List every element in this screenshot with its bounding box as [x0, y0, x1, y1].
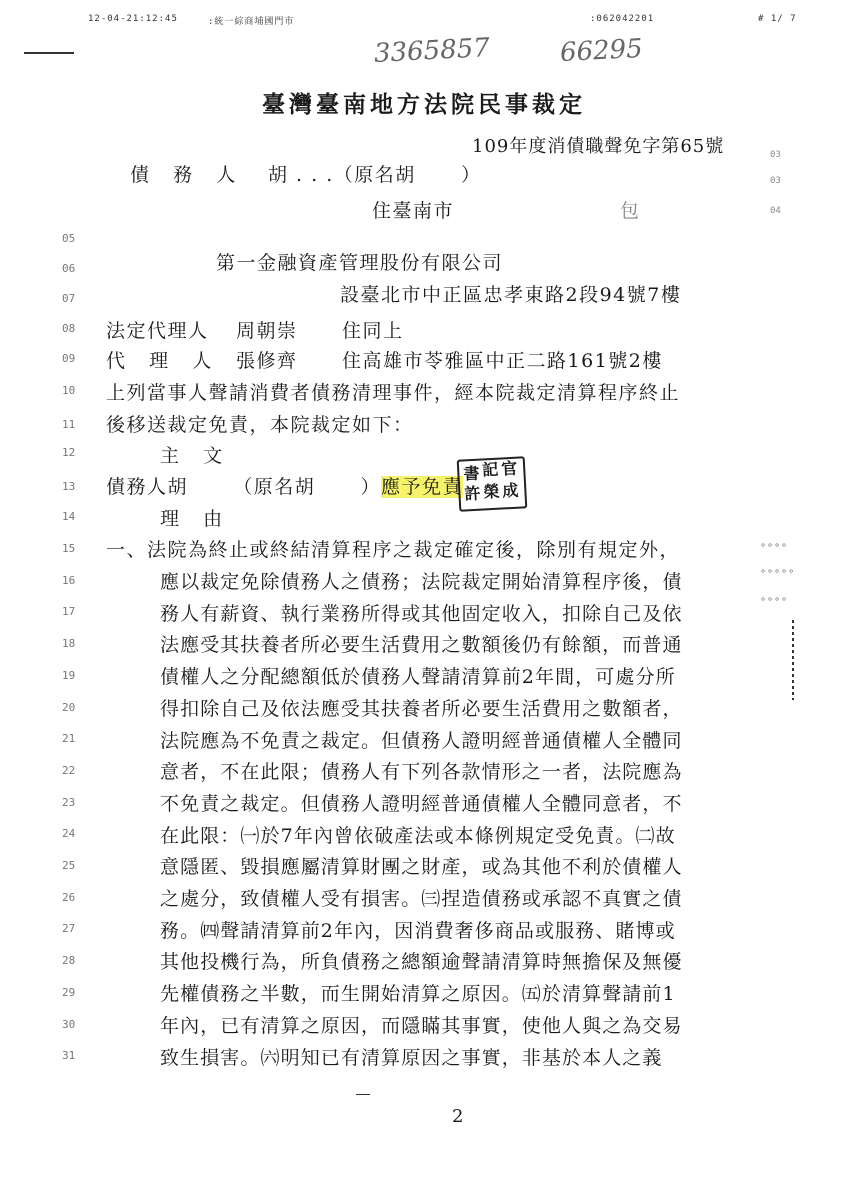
debtor-address-tail: 包	[620, 200, 641, 222]
creditor-address: 設臺北市中正區忠孝東路2段94號7樓	[340, 284, 682, 306]
reason-line: 在此限：㈠於7年內曾依破產法或本條例規定受免責。㈡故	[160, 824, 676, 847]
seal-char: 官	[500, 458, 518, 479]
footer-mark	[356, 1094, 370, 1095]
reason-line: 其他投機行為，所負債務之總額逾聲請清算時無擔保及無優	[160, 951, 683, 974]
main-text-ruling: 應予免責	[380, 476, 463, 498]
line-number: 13	[62, 480, 76, 493]
scan-artifact: ᵒᵒᵒᵒ	[760, 542, 789, 553]
handwritten-number-2: 66295	[559, 33, 644, 69]
line-number: 15	[62, 542, 76, 555]
line-number: 16	[62, 573, 76, 587]
reason-line: 之處分，致債權人受有損害。㈢捏造債務或承認不真實之債	[160, 888, 683, 910]
line-number: 27	[62, 922, 76, 936]
intro-line-1: 上列當事人聲請消費者債務清理事件，經本院裁定清算程序終止	[106, 382, 681, 404]
line-number: 26	[62, 890, 76, 904]
line-number: 19	[62, 668, 76, 682]
reason-line: 意隱匿、毀損應屬清算財團之財產，或為其他不利於債權人	[160, 856, 683, 879]
reason-line: 務人有薪資、執行業務所得或其他固定收入，扣除自己及依	[160, 602, 683, 625]
line-number: 22	[62, 763, 76, 777]
line-number: 29	[62, 985, 76, 999]
seal-char: 成	[501, 480, 519, 501]
reason-line: 債權人之分配總額低於債務人聲請清算前2年間，可處分所	[160, 666, 676, 689]
line-number: 21	[62, 732, 76, 746]
reason-first-line: 一、法院為終止或終結清算程序之裁定確定後，除別有規定外，	[106, 539, 681, 561]
line-number: 12	[62, 446, 76, 459]
seal-char: 記	[481, 459, 499, 480]
line-number: 07	[62, 292, 76, 305]
fax-sender: :統一綜商埔國門市	[208, 17, 295, 27]
reason-line: 法應受其扶養者所必要生活費用之數額後仍有餘額，而普通	[160, 634, 683, 657]
main-text-prefix: 債務人胡 （原名胡 ）	[106, 476, 381, 498]
line-number: 08	[62, 322, 76, 335]
line-number: 25	[62, 859, 76, 872]
reason-line: 不免責之裁定。但債務人證明經普通債權人全體同意者，不	[160, 792, 683, 815]
fax-number: :062042201	[590, 14, 655, 24]
creditor-name: 第一金融資產管理股份有限公司	[216, 252, 504, 274]
margin-mark	[24, 52, 74, 54]
case-number: 109年度消債職聲免字第65號	[472, 136, 725, 157]
line-number: 20	[62, 700, 76, 714]
legal-rep-label: 法定代理人	[106, 320, 209, 342]
reason-line: 應以裁定免除債務人之債務；法院裁定開始清算程序後，債	[160, 571, 683, 593]
main-text	[106, 472, 463, 499]
line-number: 24	[62, 827, 76, 841]
page-number: 2	[452, 1106, 464, 1127]
legal-rep-address: 住同上	[342, 320, 404, 342]
agent-name: 張修齊	[236, 350, 298, 372]
reason-heading: 理 由	[160, 508, 224, 530]
seal-char: 榮	[482, 481, 500, 502]
main-heading: 主 文	[160, 445, 224, 467]
fax-page: # 1/ 7	[758, 14, 797, 24]
reason-line: 務。㈣聲請清算前2年內，因消費奢侈商品或服務、賭博或	[160, 919, 676, 942]
line-number: 17	[62, 605, 76, 619]
handwritten-number-1: 3365857	[373, 32, 491, 70]
line-number: 31	[62, 1049, 76, 1063]
edge-mark: 03	[770, 176, 781, 186]
edge-mark: 03	[770, 150, 781, 160]
line-number: 05	[62, 232, 76, 245]
line-number: 23	[62, 795, 76, 809]
reason-line: 先權債務之半數，而生開始清算之原因。㈤於清算聲請前1	[160, 983, 676, 1006]
debtor-address: 住臺南市	[372, 200, 455, 222]
edge-mark: 04	[770, 206, 781, 216]
intro-line-2: 後移送裁定免責，本院裁定如下：	[106, 414, 414, 436]
line-number: 28	[62, 954, 76, 968]
debtor-name: 胡 . . .（原名胡 ）	[268, 164, 482, 186]
reason-line: 得扣除自己及依法應受其扶養者所必要生活費用之數額者，	[160, 697, 683, 720]
reason-line: 法院應為不免責之裁定。但債務人證明經普通債權人全體同	[160, 729, 683, 752]
reason-line: 致生損害。㈥明知已有清算原因之事實，非基於本人之義	[160, 1046, 663, 1069]
line-number: 10	[62, 384, 76, 397]
seal-char: 書	[462, 463, 480, 484]
seal-char: 許	[463, 483, 481, 504]
line-number: 14	[62, 510, 76, 523]
scan-artifact: ᵒᵒᵒᵒ	[760, 596, 789, 607]
agent-label: 代 理 人	[106, 350, 213, 372]
line-number: 09	[62, 352, 76, 365]
reason-line: 年內，已有清算之原因，而隱瞞其事實，使他人與之為交易	[160, 1014, 683, 1037]
line-number: 11	[62, 418, 76, 431]
document-title: 臺灣臺南地方法院民事裁定	[262, 91, 586, 118]
agent-address: 住高雄市苓雅區中正二路161號2樓	[342, 350, 663, 372]
line-number: 18	[62, 637, 76, 651]
clerk-seal	[457, 456, 528, 511]
scan-artifact	[792, 620, 794, 700]
legal-rep-name: 周朝崇	[236, 320, 298, 342]
line-number: 30	[62, 1017, 76, 1031]
scan-artifact: ᵒᵒᵒᵒᵒ	[760, 568, 796, 579]
line-number: 06	[62, 262, 76, 275]
debtor-label: 債 務 人	[130, 164, 237, 186]
fax-timestamp: 12-04-21:12:45	[88, 14, 178, 24]
reason-line: 意者，不在此限；債務人有下列各款情形之一者，法院應為	[160, 761, 683, 784]
